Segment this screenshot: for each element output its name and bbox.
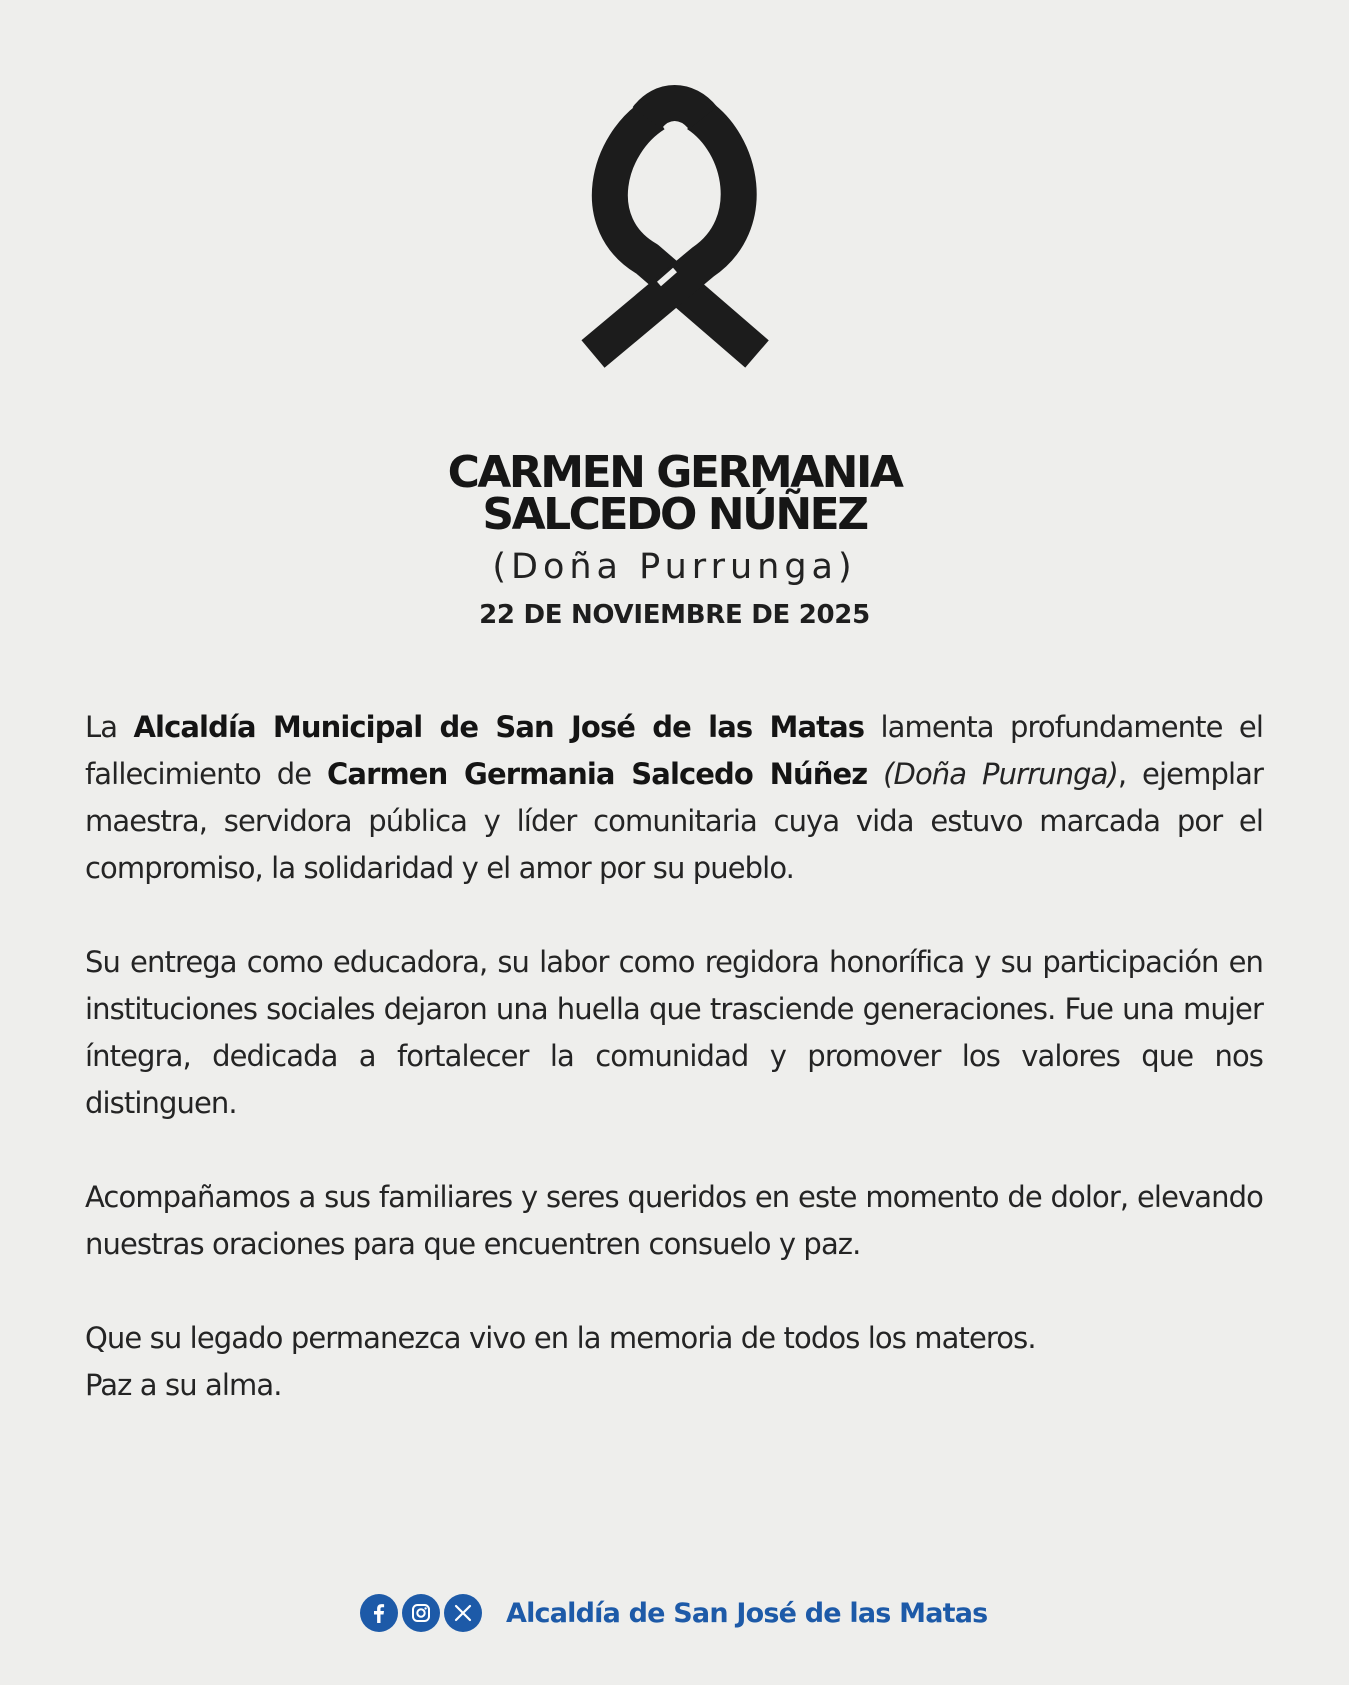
p1-space [867,757,883,791]
deceased-name-line2: SALCEDO NÚÑEZ [482,489,867,540]
x-icon[interactable] [444,1594,482,1632]
footer-institution-name: Alcaldía de San José de las Matas [506,1597,988,1629]
deceased-nickname: (Doña Purrunga) [492,547,857,587]
p1-mid: lamenta profundamente el fallecimiento de [85,710,1264,791]
paragraph-4 [85,1315,1263,1409]
condolence-message [85,704,1263,1409]
mourning-ribbon-icon [547,84,803,370]
instagram-icon[interactable] [402,1594,440,1632]
p4-line2: Paz a su alma. [85,1368,282,1402]
person-name: Carmen Germania Salcedo Núñez [327,757,868,791]
paragraph-1 [85,704,1263,892]
person-nickname: (Doña Purrunga) [883,757,1118,791]
footer [360,1593,987,1633]
paragraph-2: Su entrega como educadora, su labor como regidora honorífica y su participación en instituciones sociales dejaron una huella que trasciende generaciones. Fue una mujer íntegra, dedicada a fortalecer la comunidad y promover los valores que nos distinguen. [85,945,1263,1120]
p1-rest: , ejemplar maestra, servidora pública y líder comunitaria cuya vida estuvo marcada por el compromiso, la solidaridad y el amor por su pueblo. [85,757,1264,885]
death-date: 22 DE NOVIEMBRE DE 2025 [479,600,870,630]
institution-name: Alcaldía Municipal de San José de las Matas [133,710,865,744]
p1-pre: La [85,710,134,744]
memorial-header [0,447,1349,630]
paragraph-3: Acompañamos a sus familiares y seres queridos en este momento de dolor, elevando nuestras oraciones para que encuentren consuelo y paz. [85,1180,1263,1261]
p4-line1: Que su legado permanezca vivo en la memoria de todos los materos. [85,1321,1036,1355]
facebook-icon[interactable] [360,1594,398,1632]
deceased-name-line1: CARMEN GERMANIA [447,447,902,498]
